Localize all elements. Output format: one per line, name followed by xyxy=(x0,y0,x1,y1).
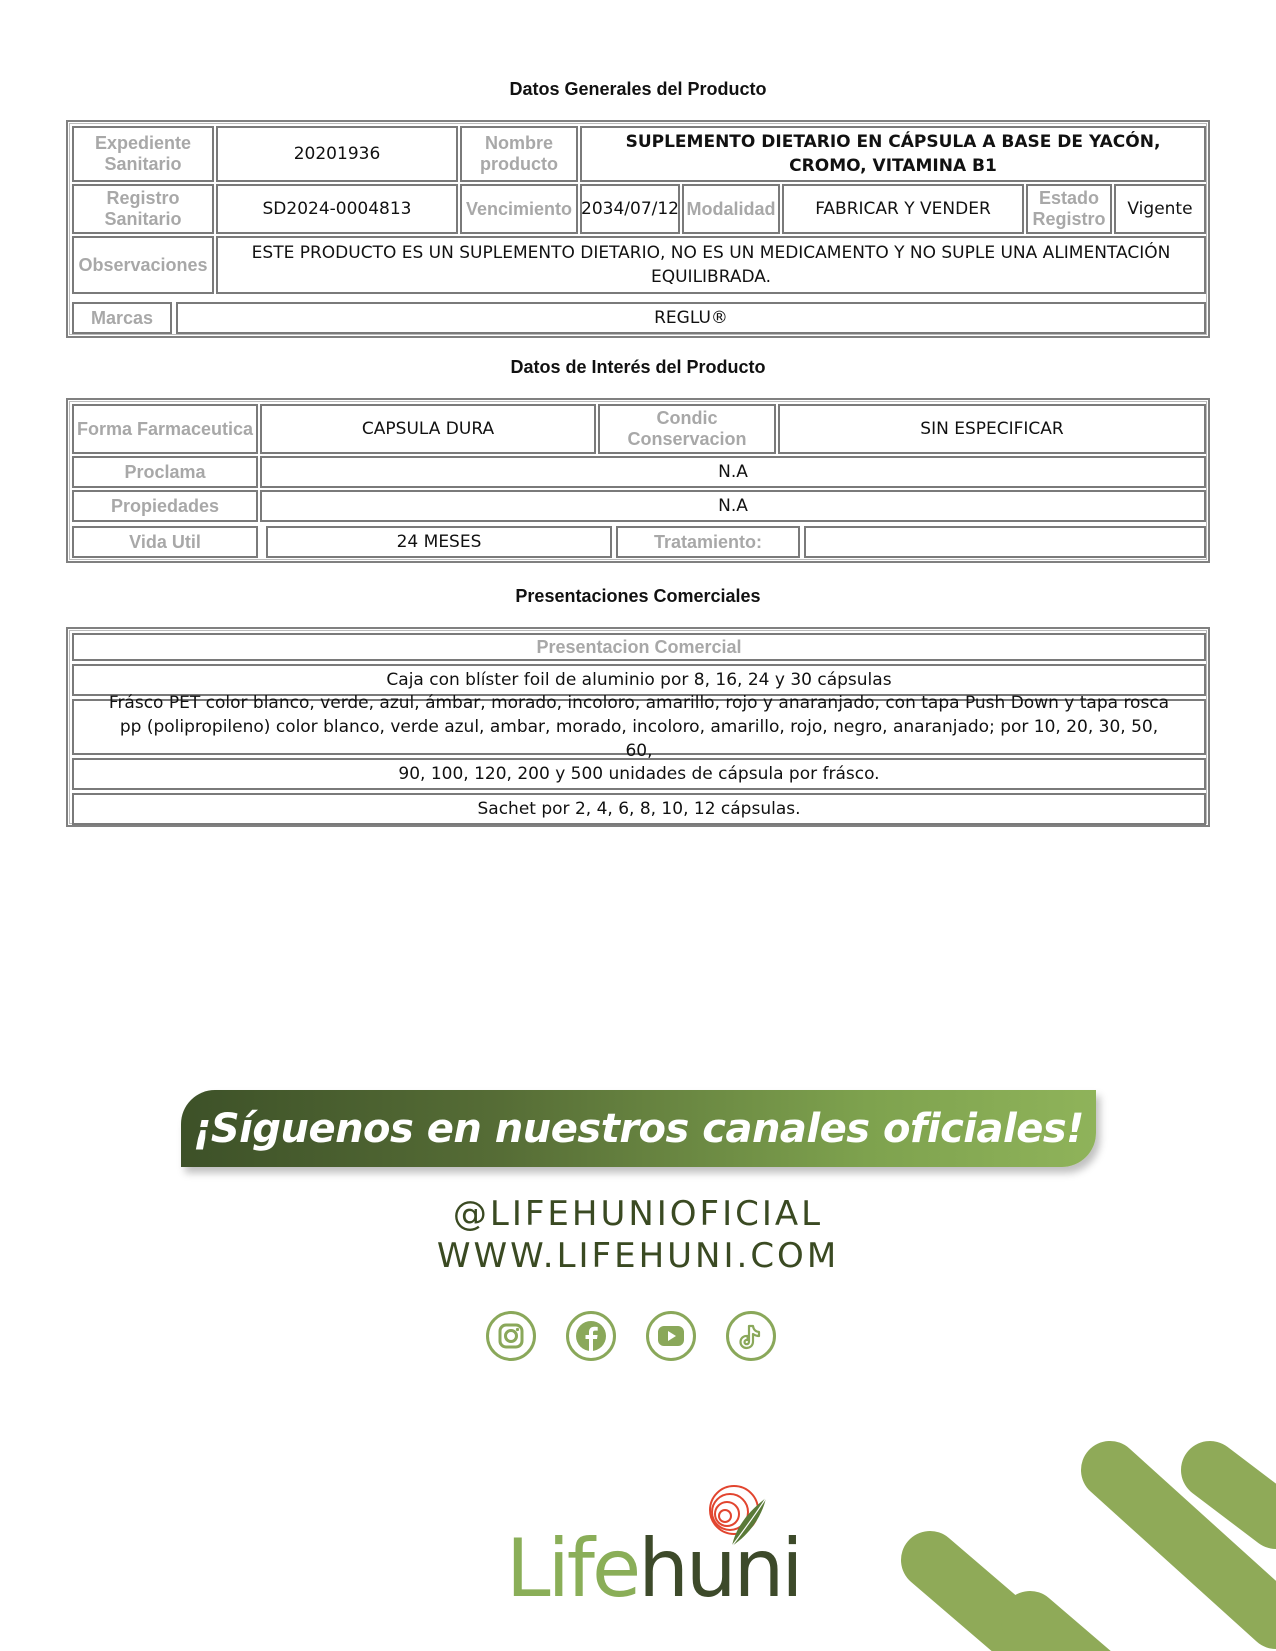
observaciones-value: ESTE PRODUCTO ES UN SUPLEMENTO DIETARIO, NO ES UN MEDICAMENTO Y NO SUPLE UNA ALIMENTACIÓN EQUILIBRADA. xyxy=(216,236,1206,294)
decorative-stripes xyxy=(900,1420,1276,1651)
interes-data-table xyxy=(66,398,1210,563)
youtube-icon[interactable] xyxy=(646,1311,696,1361)
marcas-value: REGLU® xyxy=(176,302,1206,334)
registro-label: Registro Sanitario xyxy=(72,184,214,234)
nombre-value: SUPLEMENTO DIETARIO EN CÁPSULA A BASE DE YACÓN, CROMO, VITAMINA B1 xyxy=(580,126,1206,182)
presentaciones-section-title: Presentaciones Comerciales xyxy=(515,586,761,606)
modalidad-value: FABRICAR Y VENDER xyxy=(782,184,1024,234)
condic-value: SIN ESPECIFICAR xyxy=(778,404,1206,454)
presentacion-header: Presentacion Comercial xyxy=(72,633,1206,661)
modalidad-label: Modalidad xyxy=(682,184,780,234)
facebook-icon[interactable] xyxy=(566,1311,616,1361)
presentacion-row: Sachet por 2, 4, 6, 8, 10, 12 cápsulas. xyxy=(72,793,1206,825)
website-link[interactable]: WWW.LIFEHUNI.COM xyxy=(436,1236,840,1276)
nombre-label: Nombre producto xyxy=(460,126,578,182)
estado-label: Estado Registro xyxy=(1026,184,1112,234)
interes-section-title: Datos de Interés del Producto xyxy=(510,357,766,377)
marcas-label: Marcas xyxy=(72,302,172,334)
expediente-label: Expediente Sanitario xyxy=(72,126,214,182)
logo-wordmark: Lifehuni xyxy=(506,1522,801,1615)
estado-value: Vigente xyxy=(1114,184,1206,234)
propiedades-value: N.A xyxy=(260,490,1206,522)
tratamiento-value xyxy=(804,526,1206,558)
vida-value: 24 MESES xyxy=(266,526,612,558)
lifehuni-logo xyxy=(500,1480,801,1615)
forma-label: Forma Farmaceutica xyxy=(72,404,258,454)
general-section-title: Datos Generales del Producto xyxy=(509,79,767,99)
banner-text: ¡Síguenos en nuestros canales oficiales! xyxy=(193,1105,1084,1152)
observaciones-label: Observaciones xyxy=(72,236,214,294)
presentacion-row: Frásco PET color blanco, verde, azul, ámbar, morado, incoloro, amarillo, rojo y anaranjado, con tapa Push Down y tapa rosca pp (polipropileno) color blanco, verde azul, ambar, morado, incoloro, amarillo, rojo, negro, anaranjado; por 10, 20, 30, 50, 60, xyxy=(72,699,1206,755)
follow-us-banner xyxy=(181,1090,1096,1167)
expediente-value: 20201936 xyxy=(216,126,458,182)
social-handle[interactable]: @LIFEHUNIOFICIAL xyxy=(452,1194,824,1234)
presentacion-row: Caja con blíster foil de aluminio por 8, 16, 24 y 30 cápsulas xyxy=(72,664,1206,696)
tratamiento-label: Tratamiento: xyxy=(616,526,800,558)
presentaciones-table xyxy=(66,627,1210,827)
general-data-table xyxy=(66,120,1210,338)
proclama-value: N.A xyxy=(260,456,1206,488)
tiktok-icon[interactable] xyxy=(726,1311,776,1361)
vencimiento-value: 2034/07/12 xyxy=(580,184,680,234)
vencimiento-label: Vencimiento xyxy=(460,184,578,234)
propiedades-label: Propiedades xyxy=(72,490,258,522)
registro-value: SD2024-0004813 xyxy=(216,184,458,234)
condic-label: Condic Conservacion xyxy=(598,404,776,454)
forma-value: CAPSULA DURA xyxy=(260,404,596,454)
proclama-label: Proclama xyxy=(72,456,258,488)
instagram-icon[interactable] xyxy=(486,1311,536,1361)
presentacion-row: 90, 100, 120, 200 y 500 unidades de cápsula por frásco. xyxy=(72,758,1206,790)
vida-label: Vida Util xyxy=(72,526,258,558)
